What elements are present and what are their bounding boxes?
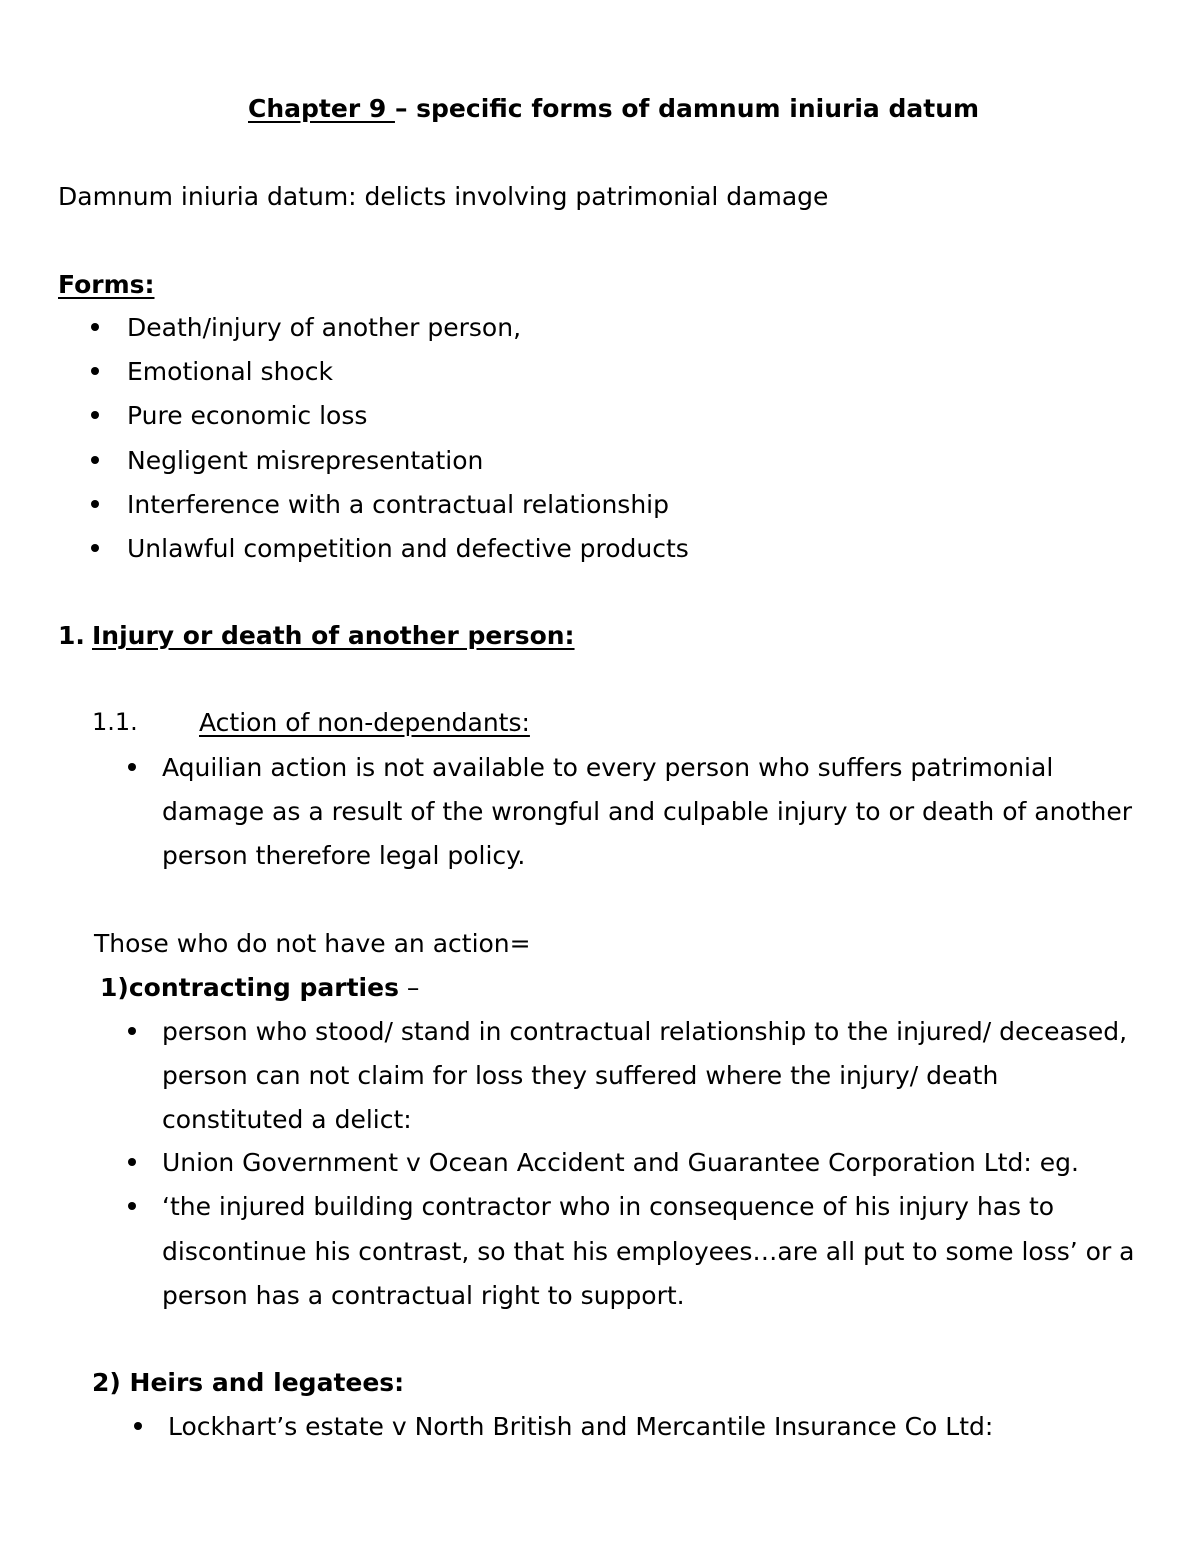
paragraph-line: Aquilian action is not available to every person who suffers patrimonial xyxy=(162,753,1054,782)
subsection-number: 1.1. xyxy=(92,708,138,736)
forms-item: Interference with a contractual relationship xyxy=(127,490,669,519)
paragraph-line: ‘the injured building contractor who in consequence of his injury has to xyxy=(162,1192,1055,1221)
section-1-heading: Injury or death of another person: xyxy=(92,621,575,650)
paragraph-line: person therefore legal policy. xyxy=(162,841,526,870)
paragraph-line: damage as a result of the wrongful and culpable injury to or death of another xyxy=(162,797,1133,826)
section-1-number: 1. xyxy=(58,621,85,650)
chapter-label: Chapter 9 xyxy=(248,94,395,123)
bullet-icon xyxy=(128,763,136,771)
contracting-dash: – xyxy=(398,973,420,1002)
no-action-line: Those who do not have an action= xyxy=(94,929,531,958)
chapter-title xyxy=(248,96,979,121)
forms-heading: Forms: xyxy=(58,270,155,299)
paragraph-line: person has a contractual right to support. xyxy=(162,1281,685,1310)
bullet-icon xyxy=(91,544,99,552)
paragraph-line: person can not claim for loss they suffered where the injury/ death xyxy=(162,1061,999,1090)
bullet-icon xyxy=(128,1158,136,1166)
bullet-icon xyxy=(91,323,99,331)
heirs-case: Lockhart’s estate v North British and Mercantile Insurance Co Ltd: xyxy=(168,1412,994,1441)
intro-line: Damnum iniuria datum: delicts involving patrimonial damage xyxy=(58,182,829,211)
bullet-icon xyxy=(128,1202,136,1210)
forms-item: Unlawful competition and defective products xyxy=(127,534,689,563)
paragraph-line: Union Government v Ocean Accident and Guarantee Corporation Ltd: eg. xyxy=(162,1148,1079,1177)
bullet-icon xyxy=(91,456,99,464)
heirs-heading: 2) Heirs and legatees: xyxy=(92,1368,405,1397)
bullet-icon xyxy=(91,411,99,419)
paragraph-line: constituted a delict: xyxy=(162,1105,412,1134)
paragraph-line: person who stood/ stand in contractual relationship to the injured/ deceased, xyxy=(162,1017,1128,1046)
bullet-icon xyxy=(128,1027,136,1035)
forms-item: Pure economic loss xyxy=(127,401,368,430)
chapter-subtitle: – specific forms of damnum iniuria datum xyxy=(394,94,980,123)
forms-item: Emotional shock xyxy=(127,357,333,386)
bullet-icon xyxy=(134,1422,142,1430)
forms-item: Negligent misrepresentation xyxy=(127,446,484,475)
bullet-icon xyxy=(91,500,99,508)
bullet-icon xyxy=(91,367,99,375)
forms-item: Death/injury of another person, xyxy=(127,313,522,342)
contracting-label: 1)contracting parties xyxy=(100,973,399,1002)
subsection-heading: Action of non-dependants: xyxy=(199,708,530,737)
contracting-heading xyxy=(100,975,419,1000)
paragraph-line: discontinue his contrast, so that his employees…are all put to some loss’ or a xyxy=(162,1237,1135,1266)
